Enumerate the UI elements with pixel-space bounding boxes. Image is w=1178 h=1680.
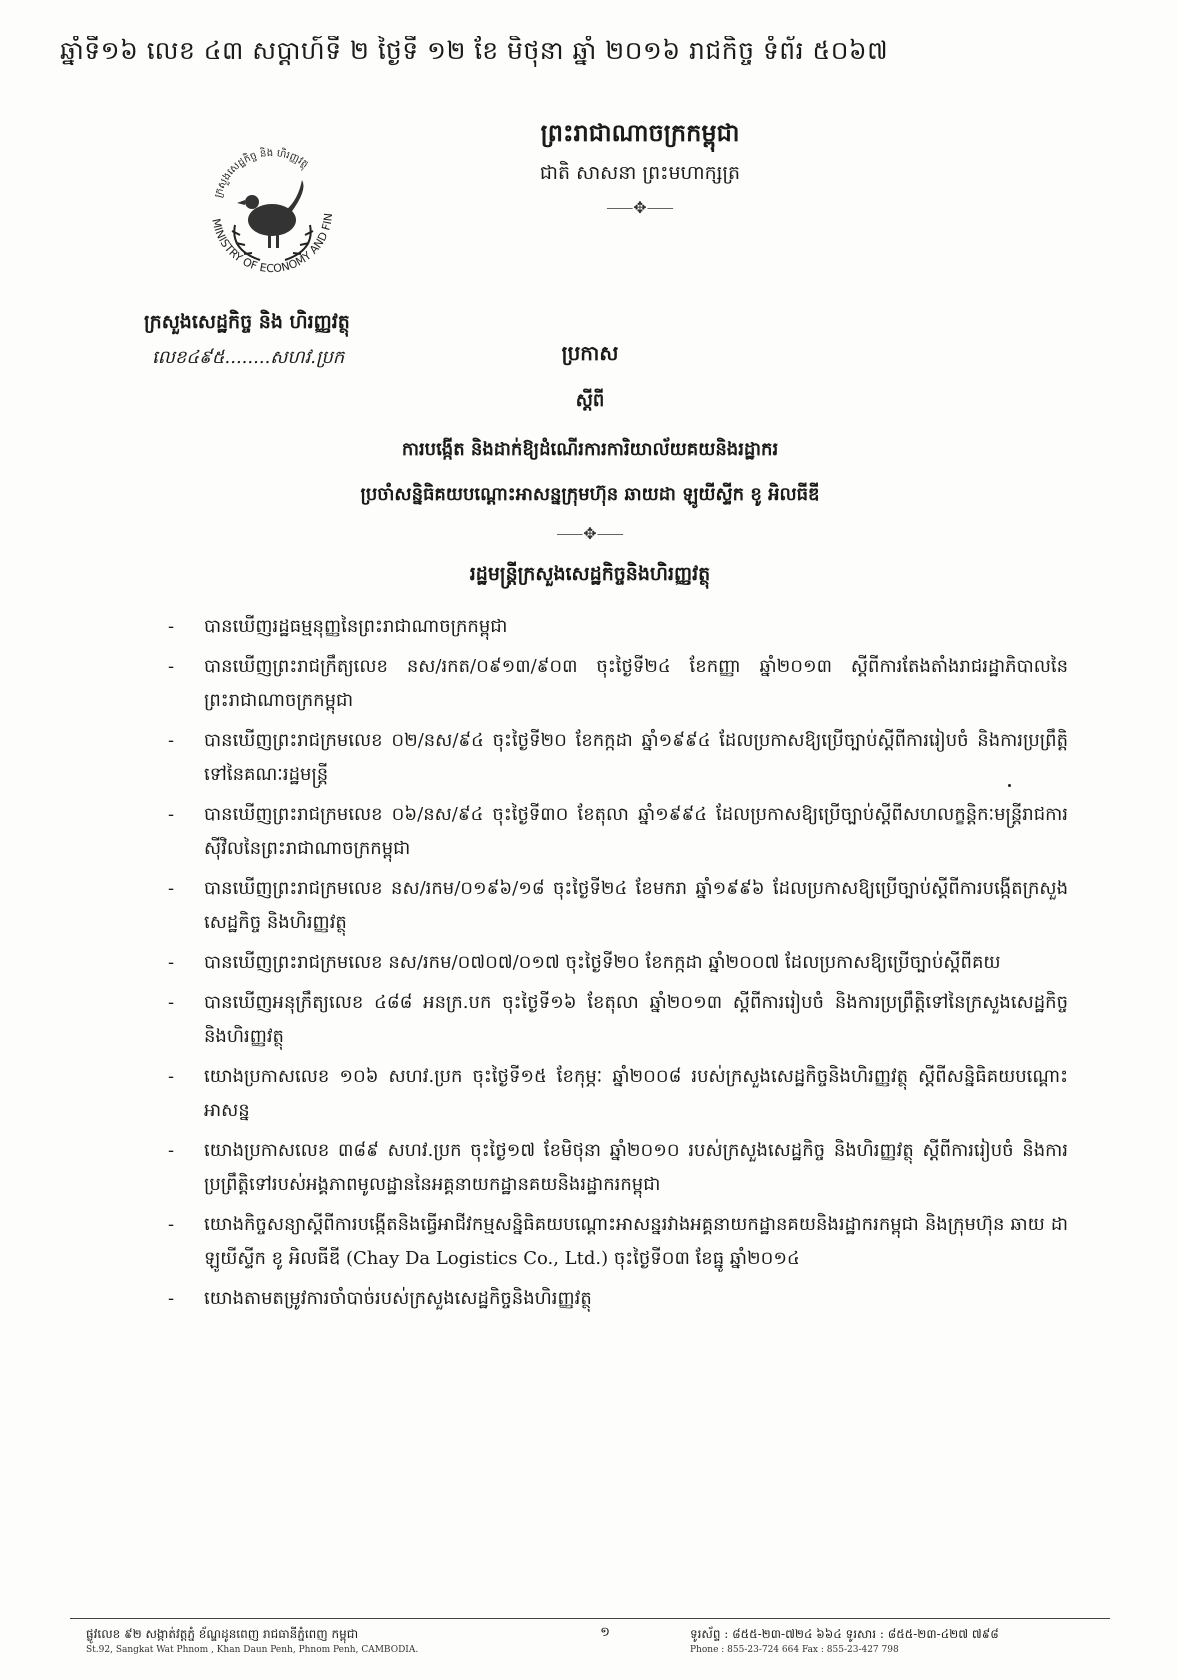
clause-text: បានឃើញព្រះរាជក្រមលេខ នស/រកម/០៧០៧/០១៧ ចុះថ្ងៃទី២០ ខែកក្កដា ឆ្នាំ២០០៧ ដែលប្រកាសឱ្យប្រើច្បាប់ស្តីពីគយ — [204, 952, 1001, 973]
clause-item: - បានឃើញអនុក្រឹត្យលេខ ៤៨៨ អនក្រ.បក ចុះថ្ងៃទី១៦ ខែតុលា ឆ្នាំ២០១៣ ស្តីពីការរៀបចំ និងការប្រព្រឹត្តិទៅនៃក្រសួងសេដ្ឋកិច្ចនិងហិរញ្ញវត្ថុ — [168, 986, 1068, 1054]
ministry-name: ក្រសួងសេដ្ឋកិច្ច និង ហិរញ្ញវត្ថុ — [144, 311, 350, 333]
clause-text: បានឃើញព្រះរាជក្រមលេខ ០៦/នស/៩៤ ចុះថ្ងៃទី៣០ ខែតុលា ឆ្នាំ១៩៩៤ ដែលប្រកាសឱ្យប្រើច្បាប់ស្តីពីសហលក្ខន្តិកៈមន្ត្រីរាជការស៊ីវិលនៃព្រះរាជាណាចក្រកម្ពុជា — [204, 804, 1068, 859]
clause-item: - បានឃើញព្រះរាជក្រមលេខ ០៦/នស/៩៤ ចុះថ្ងៃទី៣០ ខែតុលា ឆ្នាំ១៩៩៤ ដែលប្រកាសឱ្យប្រើច្បាប់ស្តីពីសហលក្ខន្តិកៈមន្ត្រីរាជការស៊ីវិលនៃព្រះរាជាណាចក្រកម្ពុជា — [168, 798, 1068, 866]
page-number: ១ — [600, 1625, 610, 1640]
kingdom-heading — [380, 118, 900, 218]
clause-text: បានឃើញរដ្ឋធម្មនុញ្ញនៃព្រះរាជាណាចក្រកម្ពុជា — [204, 616, 508, 637]
clause-text: យោងតាមតម្រូវការចាំបាច់របស់ក្រសួងសេដ្ឋកិច្ចនិងហិរញ្ញវត្ថុ — [204, 1288, 592, 1309]
scan-speck — [1008, 784, 1011, 787]
footer-contact — [690, 1626, 1110, 1658]
clause-text: បានឃើញព្រះរាជក្រមលេខ នស/រកម/០១៩៦/១៨ ចុះថ្ងៃទី២៤ ខែមករា ឆ្នាំ១៩៩៦ ដែលប្រកាសឱ្យប្រើច្បាប់ស្តីពីការបង្កើតក្រសួងសេដ្ឋកិច្ច និងហិរញ្ញវត្ថុ — [204, 878, 1068, 933]
seal-ring-text: MINISTRY OF ECONOMY AND FIN — [209, 212, 336, 276]
kingdom-motto: ជាតិ សាសនា ព្រះមហាក្សត្រ — [539, 162, 741, 184]
clause-item: - បានឃើញព្រះរាជក្រមលេខ នស/រកម/០៧០៧/០១៧ ចុះថ្ងៃទី២០ ខែកក្កដា ឆ្នាំ២០០៧ ដែលប្រកាសឱ្យប្រើច្បាប់ស្តីពីគយ — [168, 946, 1068, 980]
title-line-2: ប្រចាំសន្និធិគយបណ្តោះអាសន្នក្រុមហ៊ុន ឆាយដា ឡូយីស្ទីក ខូ អិលធីឌី — [360, 484, 820, 505]
clause-item: - បានឃើញព្រះរាជក្រមលេខ ០២/នស/៩៤ ចុះថ្ងៃទី២០ ខែកក្កដា ឆ្នាំ១៩៩៤ ដែលប្រកាសឱ្យប្រើច្បាប់ស្តីពីការរៀបចំ និងការប្រព្រឹត្តិទៅនៃគណៈរដ្ឋមន្ត្រី — [168, 724, 1068, 792]
preamble-clauses — [168, 610, 1068, 1322]
clause-item: - បានឃើញរដ្ឋធម្មនុញ្ញនៃព្រះរាជាណាចក្រកម្ពុជា — [168, 610, 1068, 644]
address-english: St.92, Sangkat Wat Phnom , Khan Daun Penh, Phnom Penh, CAMBODIA. — [86, 1645, 419, 1655]
footer-address — [86, 1626, 526, 1658]
clause-item: - យោងកិច្ចសន្យាស្តីពីការបង្កើតនិងធ្វើអាជីវកម្មសន្និធិគយបណ្តោះអាសន្នរវាងអគ្គនាយកដ្ឋានគយនិងរដ្ឋាករកម្ពុជា និងក្រុមហ៊ុន ឆាយ ដា ឡូយីស្ទីក ខូ អិលធីឌី (Chay Da Logistics Co., Ltd.) ចុះថ្ងៃទី០៣ ខែធ្នូ ឆ្នាំ២០១៤ — [168, 1208, 1068, 1276]
gazette-header: ឆ្នាំទី១៦ លេខ ៤៣ សប្តាហ៍ទី ២ ថ្ងៃទី ១២ ខែ មិថុនា ឆ្នាំ ២០១៦ រាជកិច្ច ទំព័រ ៥០៦៧ — [60, 36, 889, 65]
ref-code: សហវ.ប្រក — [270, 347, 345, 368]
clause-item: - យោងតាមតម្រូវការចាំបាច់របស់ក្រសួងសេដ្ឋកិច្ចនិងហិរញ្ញវត្ថុ — [168, 1282, 1068, 1316]
clause-text: បានឃើញអនុក្រឹត្យលេខ ៤៨៨ អនក្រ.បក ចុះថ្ងៃទី១៦ ខែតុលា ឆ្នាំ២០១៣ ស្តីពីការរៀបចំ និងការប្រព្រឹត្តិទៅនៃក្រសួងសេដ្ឋកិច្ចនិងហិរញ្ញវត្ថុ — [204, 992, 1068, 1047]
ministry-seal-logo — [190, 130, 355, 295]
clause-item: - បានឃើញព្រះរាជក្រឹត្យលេខ នស/រកត/០៩១៣/៩០៣ ចុះថ្ងៃទី២៤ ខែកញ្ញា ឆ្នាំ២០១៣ ស្តីពីការតែងតាំងរាជរដ្ឋាភិបាលនៃព្រះរាជាណាចក្រកម្ពុជា — [168, 650, 1068, 718]
clause-text: យោងប្រកាសលេខ ៣៨៩ សហវ.ប្រក ចុះថ្ងៃ១៧ ខែមិថុនា ឆ្នាំ២០១០ របស់ក្រសួងសេដ្ឋកិច្ច និងហិរញ្ញវត្ថុ ស្តីពីការរៀបចំ និងការប្រព្រឹត្តិទៅរបស់អង្គភាពមូលដ្ឋាននៃអគ្គនាយកដ្ឋានគយនិងរដ្ឋាករកម្ពុជា — [204, 1140, 1068, 1195]
document-type: ប្រកាស — [561, 341, 619, 365]
title-line-1: ការបង្កើត និងដាក់ឱ្យដំណើរការការិយាល័យគយនិងរដ្ឋាករ — [401, 439, 779, 460]
ornament-divider: ⸺✥⸺ — [556, 524, 624, 543]
title-about: ស្តីពី — [575, 390, 605, 411]
seal-khmer-ring-text: ក្រសួងសេដ្ឋកិច្ច និង ហិរញ្ញវត្ថុ — [213, 147, 311, 200]
clause-item: - បានឃើញព្រះរាជក្រមលេខ នស/រកម/០១៩៦/១៨ ចុះថ្ងៃទី២៤ ខែមករា ឆ្នាំ១៩៩៦ ដែលប្រកាសឱ្យប្រើច្បាប់ស្តីពីការបង្កើតក្រសួងសេដ្ឋកិច្ច និងហិរញ្ញវត្ថុ — [168, 872, 1068, 940]
clause-text: បានឃើញព្រះរាជក្រឹត្យលេខ នស/រកត/០៩១៣/៩០៣ ចុះថ្ងៃទី២៤ ខែកញ្ញា ឆ្នាំ២០១៣ ស្តីពីការតែងតាំងរាជរដ្ឋាភិបាលនៃព្រះរាជាណាចក្រកម្ពុជា — [204, 656, 1068, 711]
footer-divider — [70, 1618, 1110, 1619]
clause-text: បានឃើញព្រះរាជក្រមលេខ ០២/នស/៩៤ ចុះថ្ងៃទី២០ ខែកក្កដា ឆ្នាំ១៩៩៤ ដែលប្រកាសឱ្យប្រើច្បាប់ស្តីពីការរៀបចំ និងការប្រព្រឹត្តិទៅនៃគណៈរដ្ឋមន្ត្រី — [204, 730, 1068, 785]
ref-label: លេខ — [152, 347, 187, 368]
issuer: រដ្ឋមន្ត្រីក្រសួងសេដ្ឋកិច្ចនិងហិរញ្ញវត្ថុ — [469, 563, 711, 585]
ref-number: ៤៩៥ — [186, 347, 225, 368]
kingdom-name: ព្រះរាជាណាចក្រកម្ពុជា — [540, 118, 740, 147]
contact-english: Phone : 855-23-724 664 Fax : 855-23-427 798 — [690, 1645, 899, 1655]
ref-dots: ........ — [224, 347, 271, 368]
proclamation-title — [240, 340, 940, 590]
contact-khmer: ទូរស័ព្ទ : ៨៥៥-២៣-៧២៤ ៦៦៤ ទូរសារ : ៨៥៥-២៣-៤២៧ ៧៩៨ — [690, 1627, 999, 1641]
clause-text: យោងកិច្ចសន្យាស្តីពីការបង្កើតនិងធ្វើអាជីវកម្មសន្និធិគយបណ្តោះអាសន្នរវាងអគ្គនាយកដ្ឋានគយនិងរដ្ឋាករកម្ពុជា និងក្រុមហ៊ុន ឆាយ ដា ឡូយីស្ទីក ខូ អិលធីឌី (Chay Da Logistics Co., Ltd.) ចុះថ្ងៃទី០៣ ខែធ្នូ ឆ្នាំ២០១៤ — [204, 1214, 1068, 1269]
address-khmer: ផ្លូវលេខ ៩២ សង្កាត់វត្តភ្នំ ខ័ណ្ឌដូនពេញ រាជធានីភ្នំពេញ កម្ពុជា — [86, 1627, 359, 1641]
svg-text:ក្រសួងសេដ្ឋកិច្ច និង ហិរញ្ញវត្ — [213, 146, 310, 199]
ornament-divider: ⸺✥⸺ — [606, 198, 674, 217]
clause-item: - យោងប្រកាសលេខ ១០៦ សហវ.ប្រក ចុះថ្ងៃទី១៥ ខែកុម្ភៈ ឆ្នាំ២០០៨ របស់ក្រសួងសេដ្ឋកិច្ចនិងហិរញ្ញវត្ថុ ស្តីពីសន្និធិគយបណ្តោះអាសន្ន — [168, 1060, 1068, 1128]
clause-text: យោងប្រកាសលេខ ១០៦ សហវ.ប្រក ចុះថ្ងៃទី១៥ ខែកុម្ភៈ ឆ្នាំ២០០៨ របស់ក្រសួងសេដ្ឋកិច្ចនិងហិរញ្ញវត្ថុ ស្តីពីសន្និធិគយបណ្តោះអាសន្ន — [204, 1066, 1068, 1121]
clause-item: - យោងប្រកាសលេខ ៣៨៩ សហវ.ប្រក ចុះថ្ងៃ១៧ ខែមិថុនា ឆ្នាំ២០១០ របស់ក្រសួងសេដ្ឋកិច្ច និងហិរញ្ញវត្ថុ ស្តីពីការរៀបចំ និងការប្រព្រឹត្តិទៅរបស់អង្គភាពមូលដ្ឋាននៃអគ្គនាយកដ្ឋានគយនិងរដ្ឋាករកម្ពុជា — [168, 1134, 1068, 1202]
